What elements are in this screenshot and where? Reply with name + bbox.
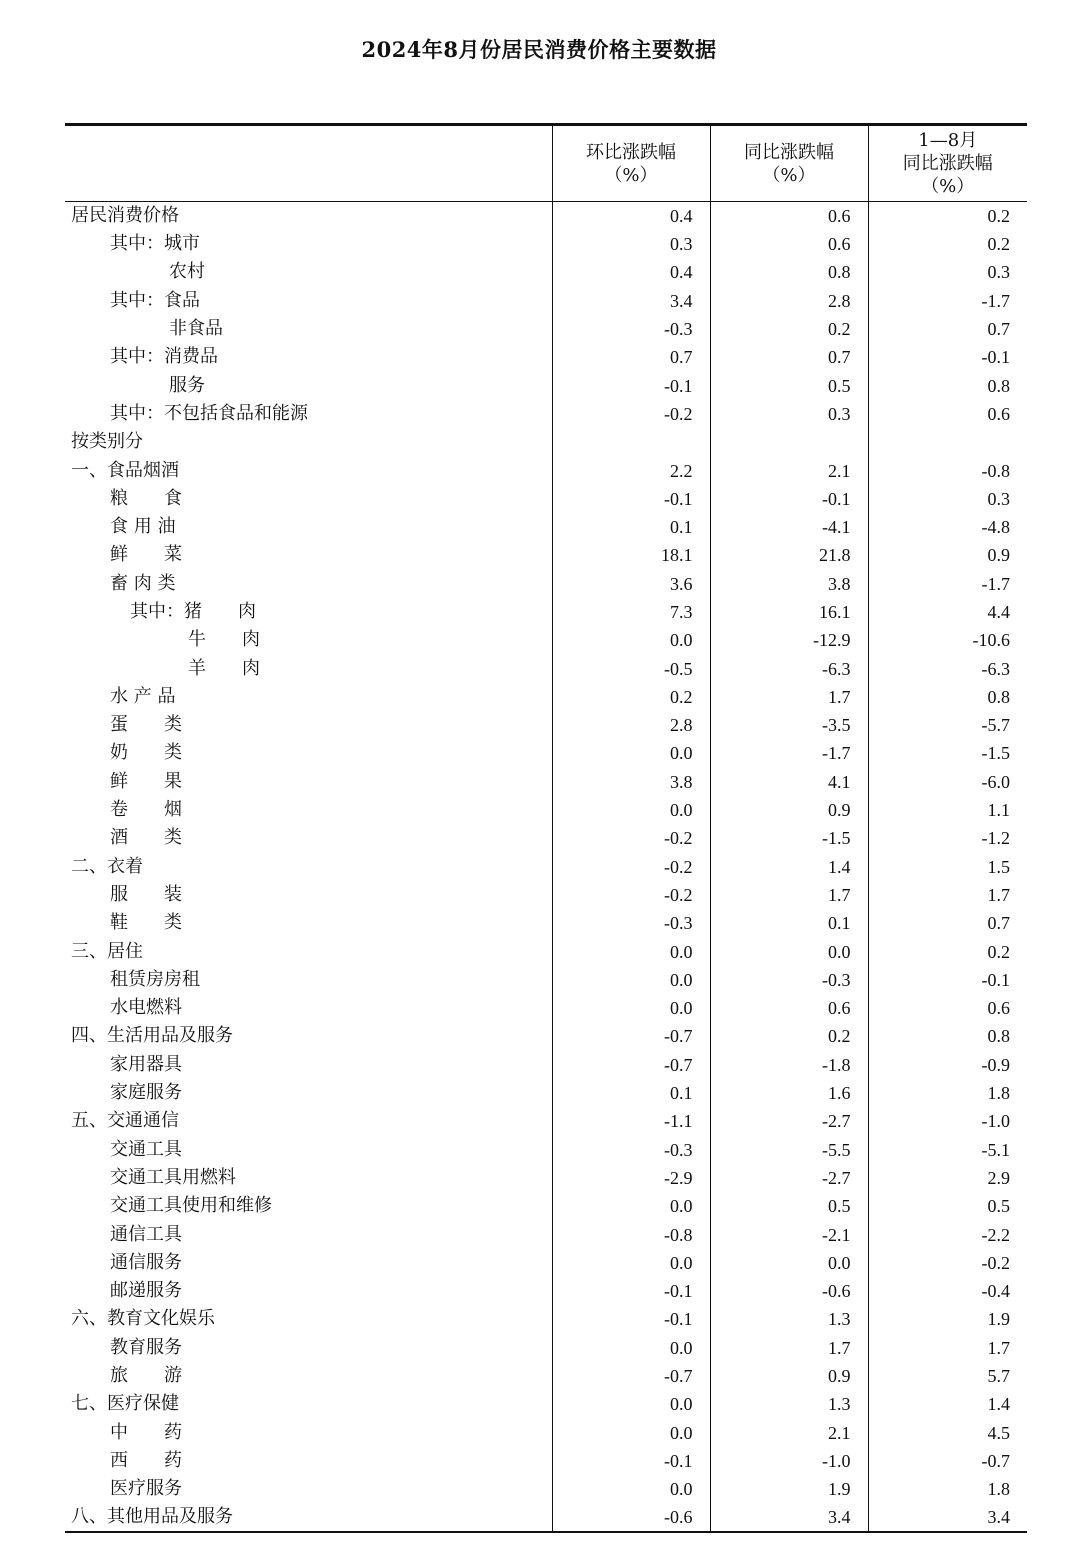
table-row bbox=[65, 202, 1027, 231]
row-label: 教育服务 bbox=[110, 1336, 182, 1358]
row-label: 鲜 菜 bbox=[110, 544, 182, 566]
row-ytd-value: -1.7 bbox=[868, 570, 1027, 598]
row-label: 交通工具用燃料 bbox=[110, 1166, 236, 1188]
row-yoy-value: -1.5 bbox=[710, 824, 868, 852]
row-yoy-value bbox=[710, 428, 868, 456]
table-row bbox=[65, 768, 1027, 796]
row-yoy-value: -2.7 bbox=[710, 1164, 868, 1192]
table-row bbox=[65, 711, 1027, 739]
row-label: 服务 bbox=[169, 374, 205, 396]
row-mom-value: 0.4 bbox=[552, 258, 710, 286]
table-row bbox=[65, 315, 1027, 343]
row-mom-value: 0.1 bbox=[552, 513, 710, 541]
row-ytd-value: 0.6 bbox=[868, 400, 1027, 428]
row-label: 旅 游 bbox=[110, 1365, 182, 1387]
row-mom-value: 3.6 bbox=[552, 570, 710, 598]
row-label: 羊 肉 bbox=[188, 657, 260, 679]
row-mom-value: 0.0 bbox=[552, 1249, 710, 1277]
table-row bbox=[65, 287, 1027, 315]
row-label: 交通工具 bbox=[110, 1138, 182, 1160]
row-ytd-value: 1.7 bbox=[868, 1334, 1027, 1362]
table-row bbox=[65, 824, 1027, 852]
row-mom-value: -0.2 bbox=[552, 881, 710, 909]
table-row bbox=[65, 371, 1027, 399]
row-mom-value: 18.1 bbox=[552, 541, 710, 569]
row-ytd-value: -5.7 bbox=[868, 711, 1027, 739]
row-mom-value: 0.0 bbox=[552, 1475, 710, 1503]
row-mom-value: -0.5 bbox=[552, 654, 710, 682]
row-mom-value: 0.0 bbox=[552, 966, 710, 994]
row-yoy-value: -4.1 bbox=[710, 513, 868, 541]
row-mom-value: -0.6 bbox=[552, 1503, 710, 1532]
row-label: 中 药 bbox=[110, 1421, 182, 1443]
row-mom-value: -0.8 bbox=[552, 1220, 710, 1248]
row-yoy-value: 0.8 bbox=[710, 258, 868, 286]
row-mom-value: 0.0 bbox=[552, 994, 710, 1022]
row-yoy-value: -0.1 bbox=[710, 485, 868, 513]
table-row bbox=[65, 1164, 1027, 1192]
row-ytd-value: -10.6 bbox=[868, 626, 1027, 654]
table-row bbox=[65, 1362, 1027, 1390]
row-label: 其中：城市 bbox=[110, 233, 200, 255]
table-row bbox=[65, 1136, 1027, 1164]
row-mom-value: 2.8 bbox=[552, 711, 710, 739]
row-mom-value: -0.1 bbox=[552, 371, 710, 399]
row-ytd-value: 0.2 bbox=[868, 937, 1027, 965]
table-row bbox=[65, 881, 1027, 909]
row-mom-value: -0.1 bbox=[552, 1305, 710, 1333]
row-yoy-value: 0.5 bbox=[710, 371, 868, 399]
row-ytd-value: 0.8 bbox=[868, 371, 1027, 399]
row-yoy-value: 1.7 bbox=[710, 683, 868, 711]
row-yoy-value: 3.8 bbox=[710, 570, 868, 598]
row-ytd-value: 3.4 bbox=[868, 1503, 1027, 1532]
row-ytd-value: 0.2 bbox=[868, 202, 1027, 231]
row-ytd-value: -0.4 bbox=[868, 1277, 1027, 1305]
cpi-table bbox=[65, 123, 1027, 1533]
table-row bbox=[65, 1107, 1027, 1135]
row-yoy-value: -3.5 bbox=[710, 711, 868, 739]
table-row bbox=[65, 343, 1027, 371]
table-row bbox=[65, 541, 1027, 569]
table-row bbox=[65, 1475, 1027, 1503]
row-label: 通信工具 bbox=[110, 1223, 182, 1245]
row-label: 非食品 bbox=[169, 318, 223, 340]
table-row bbox=[65, 1277, 1027, 1305]
row-yoy-value: 4.1 bbox=[710, 768, 868, 796]
table-row bbox=[65, 909, 1027, 937]
row-ytd-value: 0.3 bbox=[868, 258, 1027, 286]
row-yoy-value: -6.3 bbox=[710, 654, 868, 682]
row-label: 水电燃料 bbox=[110, 997, 182, 1019]
row-ytd-value: 4.5 bbox=[868, 1418, 1027, 1446]
row-yoy-value: 2.8 bbox=[710, 287, 868, 315]
row-label: 西 药 bbox=[110, 1449, 182, 1471]
row-label: 居民消费价格 bbox=[71, 205, 179, 226]
row-mom-value: 0.0 bbox=[552, 1418, 710, 1446]
row-label: 家庭服务 bbox=[110, 1082, 182, 1104]
row-label: 水 产 品 bbox=[110, 685, 176, 707]
table-row bbox=[65, 937, 1027, 965]
row-label: 其中：不包括食品和能源 bbox=[110, 402, 308, 424]
row-label: 鞋 类 bbox=[110, 912, 182, 934]
row-ytd-value: -0.2 bbox=[868, 1249, 1027, 1277]
row-ytd-value: -5.1 bbox=[868, 1136, 1027, 1164]
row-ytd-value: -0.8 bbox=[868, 456, 1027, 484]
row-yoy-value: -1.0 bbox=[710, 1447, 868, 1475]
row-ytd-value: -2.2 bbox=[868, 1220, 1027, 1248]
row-yoy-value: 0.2 bbox=[710, 1022, 868, 1050]
row-yoy-value: 2.1 bbox=[710, 1418, 868, 1446]
row-ytd-value: -6.0 bbox=[868, 768, 1027, 796]
table-row bbox=[65, 456, 1027, 484]
row-ytd-value: 0.5 bbox=[868, 1192, 1027, 1220]
header-ytd-label: 同比涨跌幅 bbox=[902, 153, 993, 174]
row-mom-value: 7.3 bbox=[552, 598, 710, 626]
row-ytd-value: 1.1 bbox=[868, 796, 1027, 824]
header-yoy-unit: （%） bbox=[762, 164, 816, 186]
row-label: 畜 肉 类 bbox=[110, 572, 176, 594]
row-mom-value: 3.8 bbox=[552, 768, 710, 796]
row-label: 邮递服务 bbox=[110, 1280, 182, 1302]
row-yoy-value: 0.3 bbox=[710, 400, 868, 428]
row-mom-value: -0.2 bbox=[552, 853, 710, 881]
table-row bbox=[65, 1305, 1027, 1333]
table-row bbox=[65, 1390, 1027, 1418]
row-yoy-value: 0.9 bbox=[710, 1362, 868, 1390]
row-yoy-value: 0.2 bbox=[710, 315, 868, 343]
row-ytd-value: 4.4 bbox=[868, 598, 1027, 626]
row-mom-value bbox=[552, 428, 710, 456]
header-item-column bbox=[65, 125, 552, 202]
row-yoy-value: -2.1 bbox=[710, 1220, 868, 1248]
row-ytd-value bbox=[868, 428, 1027, 456]
table-row bbox=[65, 1051, 1027, 1079]
row-label: 粮 食 bbox=[110, 487, 182, 509]
row-ytd-value: 0.6 bbox=[868, 994, 1027, 1022]
row-mom-value: 0.0 bbox=[552, 796, 710, 824]
row-label: 三、居住 bbox=[71, 940, 143, 962]
header-mom-label: 环比涨跌幅 bbox=[586, 141, 676, 163]
row-ytd-value: -0.1 bbox=[868, 966, 1027, 994]
row-mom-value: 3.4 bbox=[552, 287, 710, 315]
row-ytd-value: 0.9 bbox=[868, 541, 1027, 569]
row-mom-value: 0.0 bbox=[552, 626, 710, 654]
row-yoy-value: 0.6 bbox=[710, 230, 868, 258]
row-label: 农村 bbox=[169, 261, 205, 283]
row-yoy-value: -2.7 bbox=[710, 1107, 868, 1135]
table-row bbox=[65, 1418, 1027, 1446]
row-ytd-value: 1.9 bbox=[868, 1305, 1027, 1333]
table-row bbox=[65, 994, 1027, 1022]
row-mom-value: 2.2 bbox=[552, 456, 710, 484]
row-mom-value: 0.0 bbox=[552, 1390, 710, 1418]
row-label: 家用器具 bbox=[110, 1053, 182, 1075]
row-ytd-value: -4.8 bbox=[868, 513, 1027, 541]
row-mom-value: -0.1 bbox=[552, 1277, 710, 1305]
row-ytd-value: 1.8 bbox=[868, 1475, 1027, 1503]
row-ytd-value: 0.7 bbox=[868, 315, 1027, 343]
row-yoy-value: 1.6 bbox=[710, 1079, 868, 1107]
row-label: 其中：猪 肉 bbox=[130, 601, 256, 622]
row-ytd-value: 1.5 bbox=[868, 853, 1027, 881]
row-label: 二、衣着 bbox=[71, 855, 143, 877]
table-row bbox=[65, 570, 1027, 598]
table-row bbox=[65, 654, 1027, 682]
row-yoy-value: -5.5 bbox=[710, 1136, 868, 1164]
row-yoy-value: 0.6 bbox=[710, 994, 868, 1022]
table-body bbox=[65, 202, 1027, 1533]
row-label: 交通工具使用和维修 bbox=[110, 1195, 272, 1217]
row-mom-value: -0.2 bbox=[552, 824, 710, 852]
row-ytd-value: 1.8 bbox=[868, 1079, 1027, 1107]
row-ytd-value: -0.7 bbox=[868, 1447, 1027, 1475]
row-label: 五、交通通信 bbox=[71, 1110, 179, 1132]
header-ytd-period: 1—8月 bbox=[918, 130, 978, 151]
table-row bbox=[65, 1447, 1027, 1475]
row-mom-value: -0.7 bbox=[552, 1362, 710, 1390]
row-label: 医疗服务 bbox=[110, 1478, 182, 1500]
row-label: 奶 类 bbox=[110, 742, 182, 764]
row-mom-value: -0.2 bbox=[552, 400, 710, 428]
table-row bbox=[65, 230, 1027, 258]
row-ytd-value: -1.0 bbox=[868, 1107, 1027, 1135]
row-mom-value: -0.1 bbox=[552, 1447, 710, 1475]
row-mom-value: 0.4 bbox=[552, 202, 710, 231]
row-yoy-value: 1.3 bbox=[710, 1390, 868, 1418]
table-row bbox=[65, 1220, 1027, 1248]
row-yoy-value: 0.0 bbox=[710, 937, 868, 965]
row-yoy-value: 0.1 bbox=[710, 909, 868, 937]
table-row bbox=[65, 513, 1027, 541]
table-header bbox=[65, 125, 1027, 202]
table-row bbox=[65, 485, 1027, 513]
row-label: 其中：消费品 bbox=[110, 346, 218, 368]
row-label: 牛 肉 bbox=[188, 629, 260, 651]
row-mom-value: 0.0 bbox=[552, 1334, 710, 1362]
row-label: 卷 烟 bbox=[110, 799, 182, 821]
row-label: 四、生活用品及服务 bbox=[71, 1025, 233, 1047]
row-yoy-value: 1.7 bbox=[710, 1334, 868, 1362]
table-row bbox=[65, 1192, 1027, 1220]
header-yoy-column bbox=[710, 125, 868, 202]
table-row bbox=[65, 966, 1027, 994]
row-yoy-value: 0.6 bbox=[710, 202, 868, 231]
row-mom-value: 0.0 bbox=[552, 739, 710, 767]
header-yoy-label: 同比涨跌幅 bbox=[744, 141, 834, 163]
row-yoy-value: 0.7 bbox=[710, 343, 868, 371]
row-label: 蛋 类 bbox=[110, 714, 182, 736]
row-ytd-value: -1.2 bbox=[868, 824, 1027, 852]
row-mom-value: 0.7 bbox=[552, 343, 710, 371]
table-row bbox=[65, 1079, 1027, 1107]
table-row bbox=[65, 598, 1027, 626]
row-yoy-value: 3.4 bbox=[710, 1503, 868, 1532]
table-row bbox=[65, 739, 1027, 767]
row-mom-value: -0.1 bbox=[552, 485, 710, 513]
row-label: 七、医疗保健 bbox=[71, 1393, 179, 1415]
row-ytd-value: 0.8 bbox=[868, 683, 1027, 711]
row-mom-value: 0.0 bbox=[552, 1192, 710, 1220]
row-label: 六、教育文化娱乐 bbox=[71, 1308, 215, 1330]
row-yoy-value: 0.5 bbox=[710, 1192, 868, 1220]
row-ytd-value: 0.2 bbox=[868, 230, 1027, 258]
row-yoy-value: 21.8 bbox=[710, 541, 868, 569]
table-row bbox=[65, 796, 1027, 824]
row-yoy-value: -1.8 bbox=[710, 1051, 868, 1079]
table-row bbox=[65, 258, 1027, 286]
row-ytd-value: 1.7 bbox=[868, 881, 1027, 909]
row-ytd-value: 5.7 bbox=[868, 1362, 1027, 1390]
row-label: 租赁房房租 bbox=[110, 968, 200, 990]
header-mom-column bbox=[552, 125, 710, 202]
table-row bbox=[65, 1022, 1027, 1050]
row-yoy-value: 2.1 bbox=[710, 456, 868, 484]
row-yoy-value: -1.7 bbox=[710, 739, 868, 767]
row-yoy-value: 1.4 bbox=[710, 853, 868, 881]
row-mom-value: -0.7 bbox=[552, 1022, 710, 1050]
header-ytd-unit: （%） bbox=[921, 176, 975, 197]
table-row bbox=[65, 853, 1027, 881]
row-mom-value: -0.3 bbox=[552, 1136, 710, 1164]
table-row bbox=[65, 1503, 1027, 1532]
row-yoy-value: 1.7 bbox=[710, 881, 868, 909]
row-yoy-value: 1.3 bbox=[710, 1305, 868, 1333]
row-mom-value: 0.1 bbox=[552, 1079, 710, 1107]
row-mom-value: 0.0 bbox=[552, 937, 710, 965]
row-ytd-value: -0.1 bbox=[868, 343, 1027, 371]
row-label: 一、食品烟酒 bbox=[71, 459, 179, 481]
row-yoy-value: 16.1 bbox=[710, 598, 868, 626]
table-row bbox=[65, 1334, 1027, 1362]
row-ytd-value: -1.5 bbox=[868, 739, 1027, 767]
row-ytd-value: 0.3 bbox=[868, 485, 1027, 513]
row-label: 食 用 油 bbox=[110, 516, 176, 538]
page-title: 2024年8月份居民消费价格主要数据 bbox=[361, 37, 717, 62]
row-yoy-value: 1.9 bbox=[710, 1475, 868, 1503]
row-mom-value: -0.3 bbox=[552, 315, 710, 343]
row-mom-value: 0.2 bbox=[552, 683, 710, 711]
row-mom-value: -2.9 bbox=[552, 1164, 710, 1192]
row-ytd-value: 1.4 bbox=[868, 1390, 1027, 1418]
table-row bbox=[65, 400, 1027, 428]
row-mom-value: -0.3 bbox=[552, 909, 710, 937]
row-ytd-value: 0.8 bbox=[868, 1022, 1027, 1050]
row-ytd-value: 2.9 bbox=[868, 1164, 1027, 1192]
row-label: 服 装 bbox=[110, 883, 182, 905]
row-label: 酒 类 bbox=[110, 827, 182, 849]
row-label: 通信服务 bbox=[110, 1251, 182, 1273]
row-ytd-value: 0.7 bbox=[868, 909, 1027, 937]
row-yoy-value: -0.6 bbox=[710, 1277, 868, 1305]
row-mom-value: 0.3 bbox=[552, 230, 710, 258]
row-mom-value: -0.7 bbox=[552, 1051, 710, 1079]
row-label: 八、其他用品及服务 bbox=[65, 1503, 552, 1532]
table-row bbox=[65, 428, 1027, 456]
row-ytd-value: -6.3 bbox=[868, 654, 1027, 682]
header-ytd-column bbox=[868, 125, 1027, 202]
header-mom-unit: （%） bbox=[604, 164, 658, 186]
table-row bbox=[65, 683, 1027, 711]
row-yoy-value: -0.3 bbox=[710, 966, 868, 994]
row-label: 鲜 果 bbox=[110, 770, 182, 792]
table-row bbox=[65, 1249, 1027, 1277]
row-label: 其中：食品 bbox=[110, 289, 200, 311]
row-yoy-value: 0.0 bbox=[710, 1249, 868, 1277]
row-mom-value: -1.1 bbox=[552, 1107, 710, 1135]
row-ytd-value: -1.7 bbox=[868, 287, 1027, 315]
table-row bbox=[65, 626, 1027, 654]
row-ytd-value: -0.9 bbox=[868, 1051, 1027, 1079]
row-label: 按类别分 bbox=[71, 431, 143, 453]
row-yoy-value: 0.9 bbox=[710, 796, 868, 824]
row-yoy-value: -12.9 bbox=[710, 626, 868, 654]
